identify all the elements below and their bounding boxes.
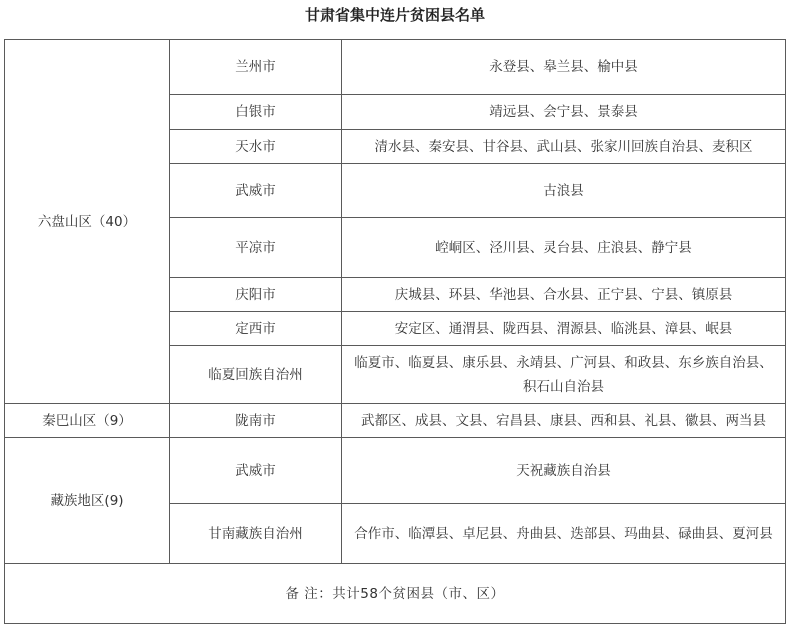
city-cell: 武威市 <box>170 438 342 504</box>
county-cell: 靖远县、会宁县、景泰县 <box>342 95 786 130</box>
county-cell: 庆城县、环县、华池县、合水县、正宁县、宁县、镇原县 <box>342 278 786 312</box>
region-cell-qinbashan: 秦巴山区（9） <box>5 404 170 438</box>
county-cell: 合作市、临潭县、卓尼县、舟曲县、迭部县、玛曲县、碌曲县、夏河县 <box>342 504 786 564</box>
city-cell: 临夏回族自治州 <box>170 346 342 404</box>
county-cell: 武都区、成县、文县、宕昌县、康县、西和县、礼县、徽县、两当县 <box>342 404 786 438</box>
county-cell: 古浪县 <box>342 164 786 218</box>
note-cell: 备 注：共计58个贫困县（市、区） <box>5 564 786 624</box>
poverty-county-table <box>4 39 786 624</box>
page-title: 甘肃省集中连片贫困县名单 <box>304 6 485 24</box>
city-cell: 天水市 <box>170 130 342 164</box>
city-cell: 白银市 <box>170 95 342 130</box>
county-cell: 临夏市、临夏县、康乐县、永靖县、广河县、和政县、东乡族自治县、积石山自治县 <box>342 346 786 404</box>
county-cell: 清水县、秦安县、甘谷县、武山县、张家川回族自治县、麦积区 <box>342 130 786 164</box>
county-cell: 安定区、通渭县、陇西县、渭源县、临洮县、漳县、岷县 <box>342 312 786 346</box>
table-row <box>5 404 786 438</box>
region-cell-liupanshan: 六盘山区（40） <box>5 40 170 404</box>
county-cell: 崆峒区、泾川县、灵台县、庄浪县、静宁县 <box>342 218 786 278</box>
city-cell: 兰州市 <box>170 40 342 95</box>
city-cell: 定西市 <box>170 312 342 346</box>
city-cell: 甘南藏族自治州 <box>170 504 342 564</box>
city-cell: 陇南市 <box>170 404 342 438</box>
city-cell: 平凉市 <box>170 218 342 278</box>
table-row <box>5 438 786 504</box>
city-cell: 庆阳市 <box>170 278 342 312</box>
table-row <box>5 40 786 95</box>
region-cell-tibetan: 藏族地区(9) <box>5 438 170 564</box>
city-cell: 武威市 <box>170 164 342 218</box>
county-cell: 天祝藏族自治县 <box>342 438 786 504</box>
county-cell: 永登县、皋兰县、榆中县 <box>342 40 786 95</box>
table-row <box>5 564 786 624</box>
